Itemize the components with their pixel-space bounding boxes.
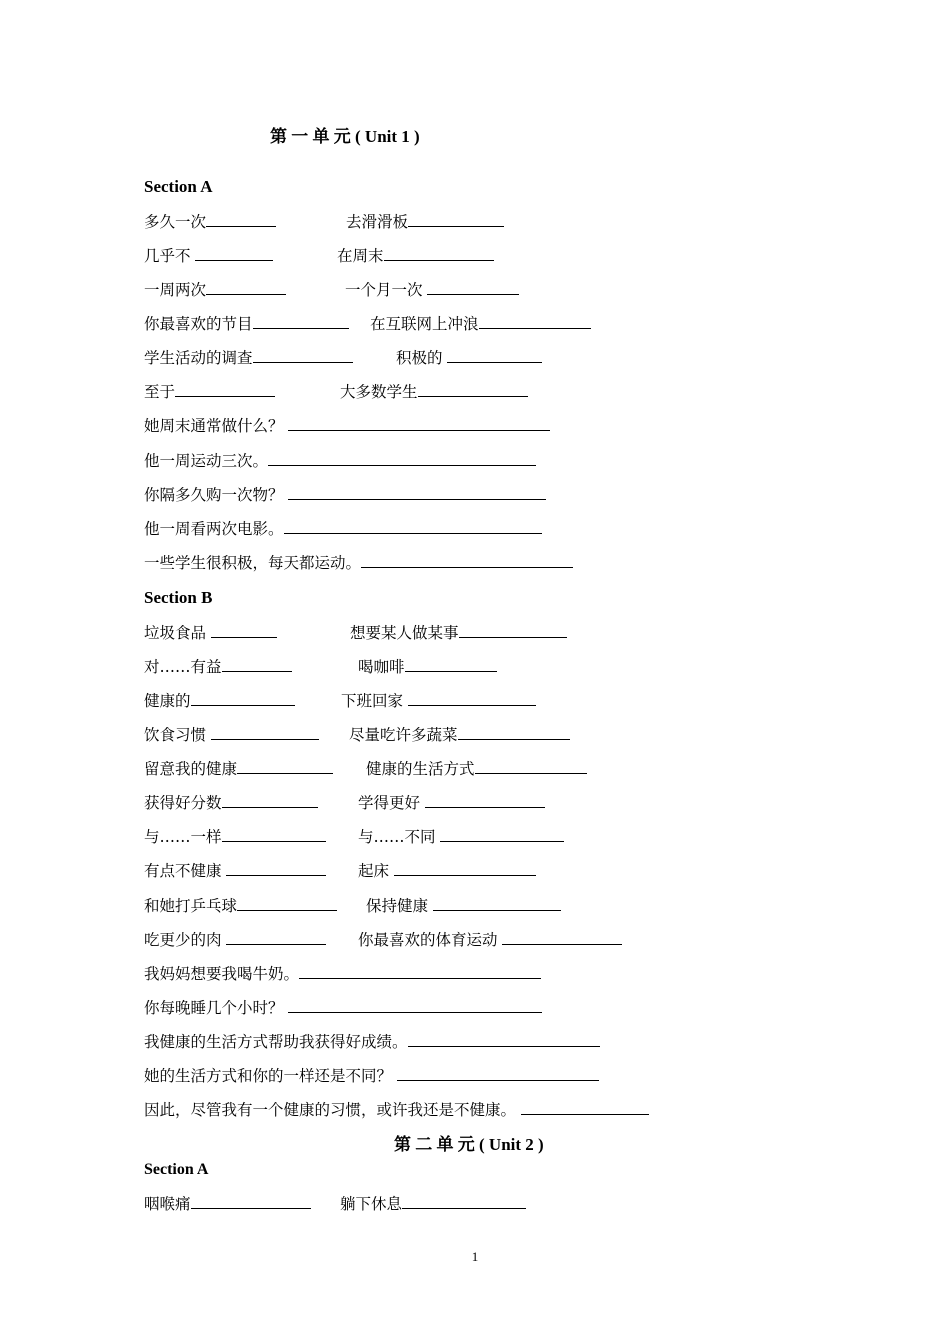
unit1-title: 第 一 单 元 ( Unit 1 ) [270, 127, 420, 146]
vocab-row [144, 623, 459, 643]
vocab-row [144, 1194, 403, 1214]
vocab-item: 咽喉痛 [144, 1195, 191, 1213]
sentence-text: 我妈妈想要我喝牛奶。 [144, 965, 300, 983]
answer-blank[interactable] [253, 348, 353, 363]
vocab-item: 与……不同 [358, 828, 436, 846]
vocab-item: 想要某人做某事 [350, 624, 459, 642]
answer-blank[interactable] [222, 657, 292, 672]
sentence-text: 她的生活方式和你的一样还是不同？ [144, 1067, 393, 1085]
answer-blank[interactable] [299, 964, 541, 979]
answer-blank[interactable] [226, 861, 326, 876]
sentence-row [144, 1066, 599, 1086]
answer-blank[interactable] [211, 725, 319, 740]
answer-blank[interactable] [408, 1032, 600, 1047]
answer-blank[interactable] [384, 246, 494, 261]
sentence-row [144, 451, 536, 471]
vocab-item: 一个月一次 [345, 281, 423, 299]
answer-blank[interactable] [237, 759, 333, 774]
vocab-item: 至于 [144, 383, 176, 401]
vocab-item: 健康的生活方式 [366, 760, 475, 778]
answer-blank[interactable] [394, 861, 536, 876]
vocab-item: 学得更好 [358, 794, 421, 812]
vocab-item: 有点不健康 [144, 862, 222, 880]
answer-blank[interactable] [253, 314, 349, 329]
vocab-item: 饮食习惯 [144, 726, 207, 744]
answer-blank[interactable] [191, 691, 295, 706]
answer-blank[interactable] [433, 896, 561, 911]
answer-blank[interactable] [226, 930, 326, 945]
sentence-text: 他一周运动三次。 [144, 452, 269, 470]
sentence-text: 他一周看两次电影。 [144, 520, 284, 538]
vocab-item: 与……一样 [144, 828, 222, 846]
vocab-item: 和她打乒乓球 [144, 897, 238, 915]
answer-blank[interactable] [447, 348, 542, 363]
vocab-item: 健康的 [144, 692, 191, 710]
unit1-section-b-title: Section B [144, 588, 213, 607]
answer-blank[interactable] [459, 623, 567, 638]
vocab-row [144, 212, 409, 232]
sentence-text: 你每晚睡几个小时？ [144, 999, 284, 1017]
sentence-text: 她周末通常做什么？ [144, 417, 284, 435]
vocab-item: 起床 [358, 862, 390, 880]
vocab-item: 躺下休息 [340, 1195, 403, 1213]
answer-blank[interactable] [458, 725, 570, 740]
answer-blank[interactable] [288, 998, 542, 1013]
sentence-row [144, 485, 546, 505]
vocab-item: 多久一次 [144, 213, 207, 231]
answer-blank[interactable] [425, 793, 545, 808]
answer-blank[interactable] [405, 657, 497, 672]
vocab-item: 几乎不 [144, 247, 191, 265]
sentence-text: 你隔多久购一次物？ [144, 486, 284, 504]
sentence-row [144, 998, 542, 1018]
sentence-row [144, 1100, 649, 1120]
vocab-item: 留意我的健康 [144, 760, 238, 778]
answer-blank[interactable] [175, 382, 275, 397]
answer-blank[interactable] [502, 930, 622, 945]
answer-blank[interactable] [195, 246, 273, 261]
vocab-item: 一周两次 [144, 281, 207, 299]
answer-blank[interactable] [475, 759, 587, 774]
sentence-row [144, 416, 550, 436]
vocab-row [144, 930, 498, 950]
vocab-item: 学生活动的调查 [144, 349, 253, 367]
answer-blank[interactable] [408, 691, 536, 706]
vocab-row [144, 314, 479, 334]
vocab-item: 尽量吃许多蔬菜 [349, 726, 458, 744]
vocab-row [144, 759, 475, 779]
vocab-item: 你最喜欢的体育运动 [358, 931, 498, 949]
vocab-item: 在周末 [337, 247, 384, 265]
answer-blank[interactable] [397, 1066, 599, 1081]
vocab-row [144, 280, 423, 300]
sentence-text: 因此，尽管我有一个健康的习惯，或许我还是不健康。 [144, 1101, 517, 1119]
sentence-row [144, 964, 541, 984]
vocab-item: 对……有益 [144, 658, 222, 676]
page-number: 1 [471, 1249, 479, 1264]
vocab-item: 积极的 [396, 349, 443, 367]
answer-blank[interactable] [418, 382, 528, 397]
sentence-row [144, 553, 573, 573]
vocab-item: 去滑滑板 [346, 213, 409, 231]
answer-blank[interactable] [408, 212, 504, 227]
vocab-row [144, 861, 390, 881]
answer-blank[interactable] [402, 1194, 526, 1209]
sentence-text: 我健康的生活方式帮助我获得好成绩。 [144, 1033, 408, 1051]
vocab-row [144, 246, 384, 266]
answer-blank[interactable] [191, 1194, 311, 1209]
answer-blank[interactable] [211, 623, 277, 638]
vocab-item: 垃圾食品 [144, 624, 207, 642]
vocab-row [144, 657, 405, 677]
vocab-row [144, 348, 443, 368]
sentence-row [144, 519, 542, 539]
answer-blank[interactable] [237, 896, 337, 911]
sentence-text: 一些学生很积极，每天都运动。 [144, 554, 362, 572]
sentence-row [144, 1032, 600, 1052]
answer-blank[interactable] [206, 212, 276, 227]
answer-blank[interactable] [479, 314, 591, 329]
vocab-item: 吃更少的肉 [144, 931, 222, 949]
unit2-section-a-title: Section A [144, 1161, 209, 1178]
vocab-row [144, 793, 421, 813]
vocab-item: 获得好分数 [144, 794, 222, 812]
answer-blank[interactable] [284, 519, 542, 534]
unit1-section-a-title: Section A [144, 177, 213, 196]
vocab-item: 保持健康 [366, 897, 429, 915]
vocab-row [144, 827, 436, 847]
vocab-item: 下班回家 [341, 692, 404, 710]
answer-blank[interactable] [440, 827, 564, 842]
answer-blank[interactable] [206, 280, 286, 295]
answer-blank[interactable] [361, 553, 573, 568]
vocab-item: 大多数学生 [340, 383, 418, 401]
vocab-row [144, 896, 429, 916]
unit2-title: 第 二 单 元 ( Unit 2 ) [394, 1135, 544, 1154]
answer-blank[interactable] [427, 280, 519, 295]
answer-blank[interactable] [268, 451, 536, 466]
vocab-item: 喝咖啡 [358, 658, 405, 676]
vocab-row [144, 382, 418, 402]
answer-blank[interactable] [521, 1100, 649, 1115]
answer-blank[interactable] [288, 416, 550, 431]
answer-blank[interactable] [288, 485, 546, 500]
vocab-row [144, 725, 458, 745]
answer-blank[interactable] [222, 793, 318, 808]
vocab-row [144, 691, 404, 711]
vocab-item: 你最喜欢的节目 [144, 315, 253, 333]
vocab-item: 在互联网上冲浪 [370, 315, 479, 333]
answer-blank[interactable] [222, 827, 326, 842]
